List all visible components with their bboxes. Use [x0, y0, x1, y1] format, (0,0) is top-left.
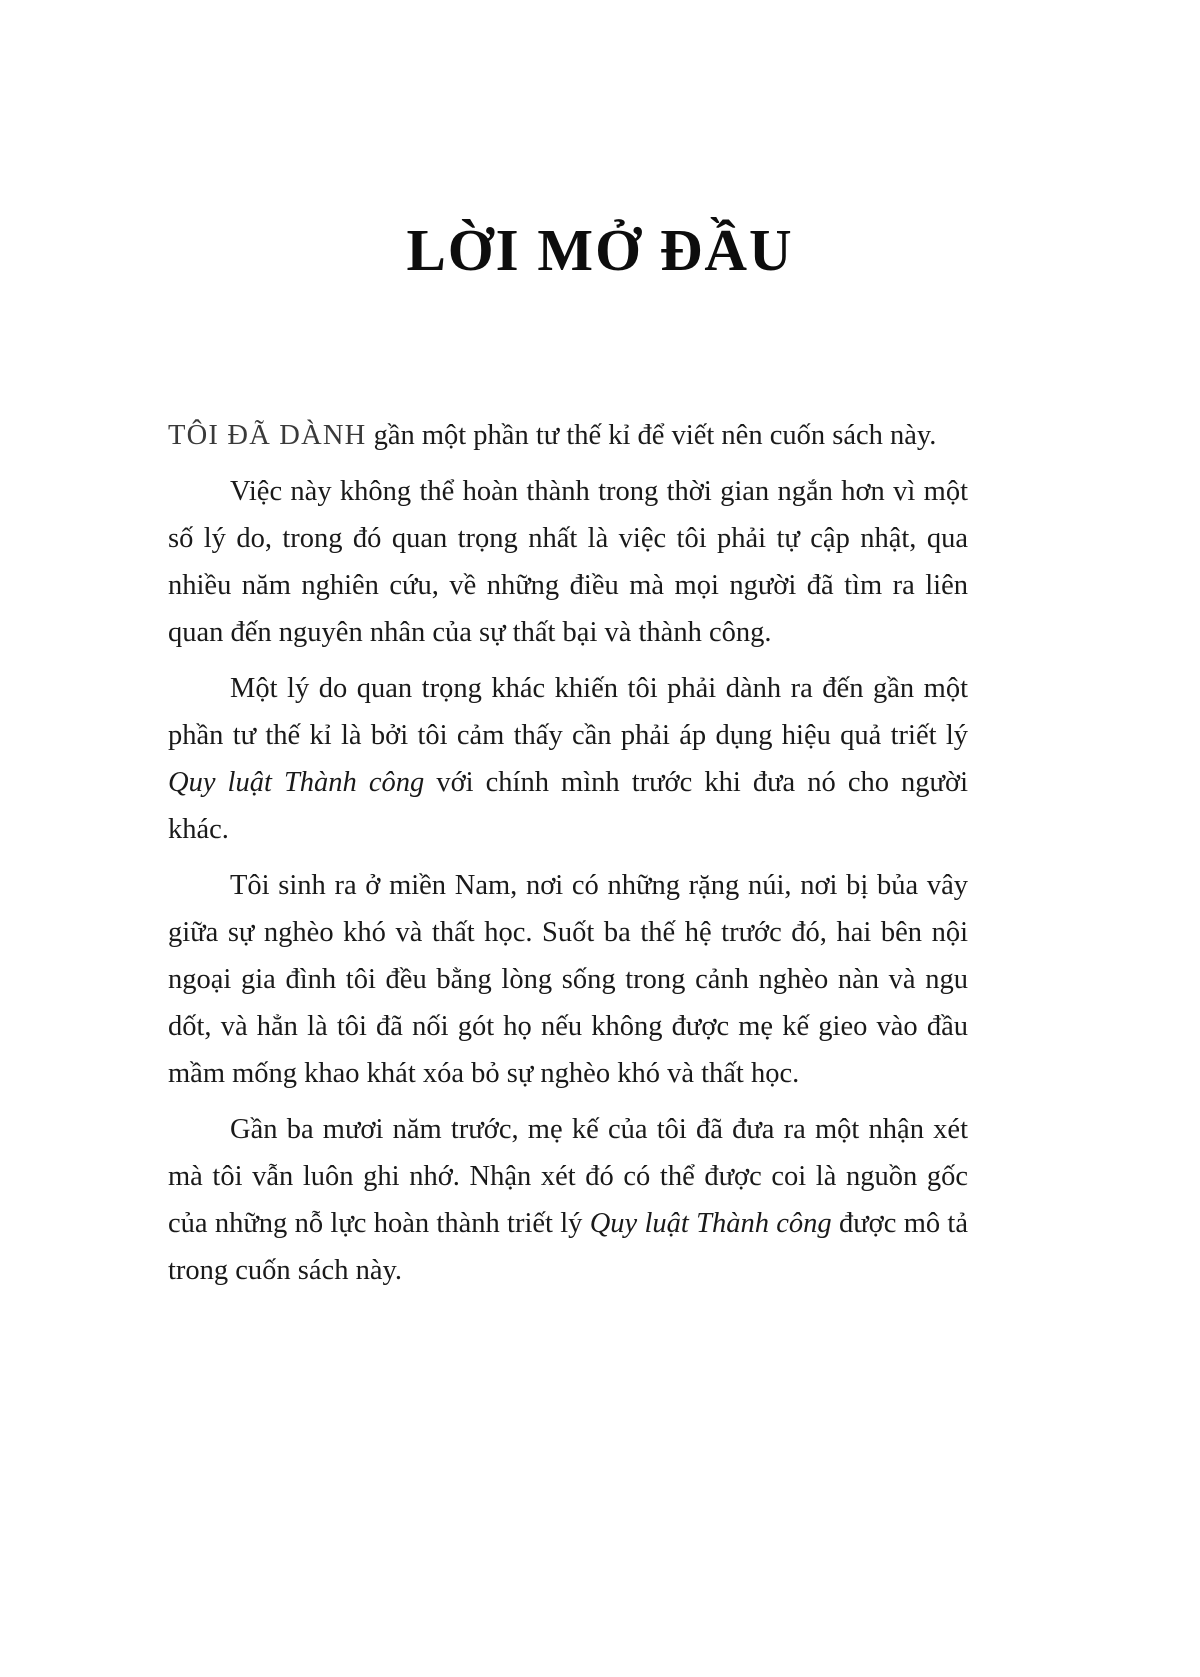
paragraph-3 [168, 665, 968, 853]
paragraph-4: Tôi sinh ra ở miền Nam, nơi có những rặng núi, nơi bị bủa vây giữa sự nghèo khó và thất học. Suốt ba thế hệ trước đó, hai bên nội ngoại gia đình tôi đều bằng lòng sống trong cảnh nghèo nàn và ngu dốt, và hẳn là tôi đã nối gót họ nếu không được mẹ kế gieo vào đầu mầm mống khao khát xóa bỏ sự nghèo khó và thất học. [168, 870, 968, 1089]
paragraph-1 [168, 412, 968, 459]
paragraph-1-rest: gần một phần tư thế kỉ để viết nên cuốn sách này. [366, 420, 937, 451]
book-title-reference: Quy luật Thành công [168, 767, 425, 798]
paragraph-3-after: với chính mình trước khi đưa nó cho người khác. [168, 767, 968, 845]
paragraph-5-after: được mô tả trong cuốn sách này. [168, 1208, 968, 1286]
body-text [168, 412, 968, 1294]
page-title: LỜI MỞ ĐẦU [406, 216, 794, 283]
paragraph-3-before: Một lý do quan trọng khác khiến tôi phải dành ra đến gần một phần tư thế kỉ là bởi tôi cảm thấy cần phải áp dụng hiệu quả triết lý [168, 673, 968, 751]
lead-in-smallcaps: TÔI ĐÃ DÀNH [168, 420, 367, 451]
book-title-reference-2: Quy luật Thành công [589, 1208, 832, 1239]
paragraph-5-before: Gần ba mươi năm trước, mẹ kế của tôi đã đưa ra một nhận xét mà tôi vẫn luôn ghi nhớ. Nhận xét đó có thể được coi là nguồn gốc của những nỗ lực hoàn thành triết lý [168, 1114, 968, 1239]
paragraph-2: Việc này không thể hoàn thành trong thời gian ngắn hơn vì một số lý do, trong đó quan trọng nhất là việc tôi phải tự cập nhật, qua nhiều năm nghiên cứu, về những điều mà mọi người đã tìm ra liên quan đến nguyên nhân của sự thất bại và thành công. [168, 476, 968, 648]
paragraph-5 [168, 1106, 968, 1294]
